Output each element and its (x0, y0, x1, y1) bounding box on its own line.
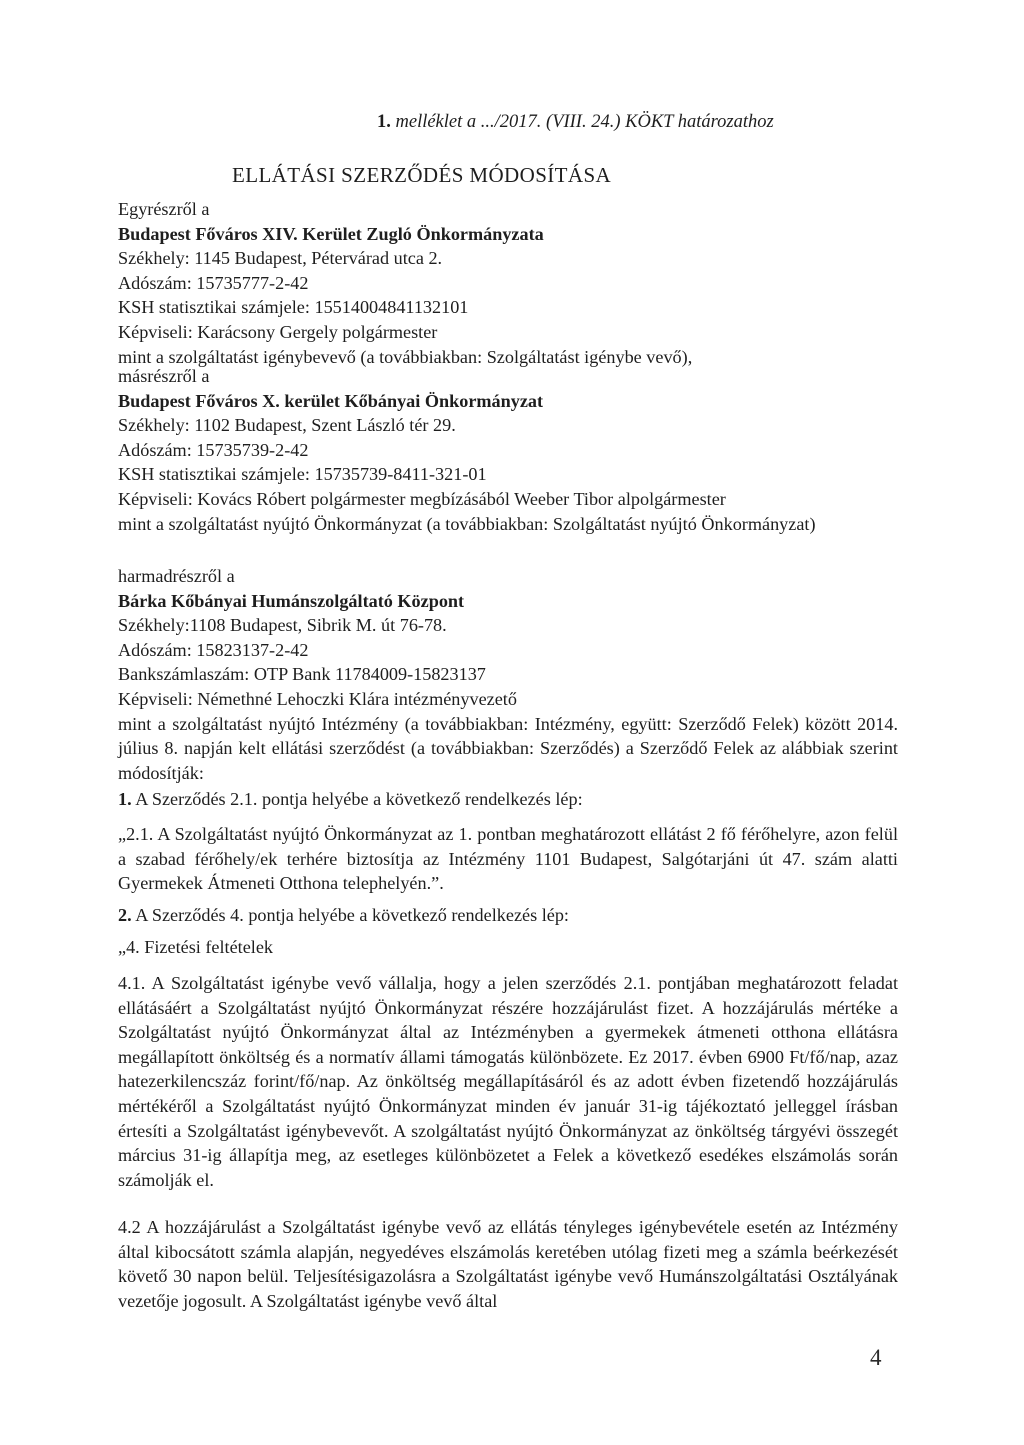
party1-role: mint a szolgáltatást igénybevevő (a továbbiakban: Szolgáltatást igénybe vevő), (118, 346, 693, 367)
page-number: 4 (870, 1345, 882, 1370)
annex-number: 1. (377, 112, 391, 132)
item1-heading (118, 787, 898, 812)
party1-seat: Székhely: 1145 Budapest, Pétervárad utca 2. (118, 248, 443, 269)
party1-tax: Adószám: 15735777-2-42 (118, 272, 309, 293)
party3-tax: Adószám: 15823137-2-42 (118, 639, 309, 660)
document-title: ELLÁTÁSI SZERZŐDÉS MÓDOSÍTÁSA (232, 163, 612, 187)
party1-ksh: KSH statisztikai számjele: 15514004841132101 (118, 297, 469, 318)
party1-block (118, 197, 898, 369)
party3-intro: harmadrészről a (118, 566, 235, 586)
item1-text: A Szerződés 2.1. pontja helyébe a következő rendelkezés lép: (135, 789, 583, 809)
party1-rep: Képviseli: Karácsony Gergely polgármester (118, 321, 438, 342)
item2-number: 2. (118, 905, 132, 925)
party2-name: Budapest Főváros X. kerület Kőbányai Önkormányzat (118, 390, 544, 411)
item2-heading (118, 903, 898, 928)
party2-ksh: KSH statisztikai számjele: 15735739-8411-321-01 (118, 464, 487, 485)
payment-terms-heading: „4. Fizetési feltételek (118, 937, 274, 957)
party1-intro: Egyrészről a (118, 199, 210, 219)
annex-reference (377, 110, 897, 135)
party2-tax: Adószám: 15735739-2-42 (118, 439, 309, 460)
party2-role: mint a szolgáltatást nyújtó Önkormányzat (a továbbiakban: Szolgáltatást nyújtó Önkormányzat) (118, 513, 816, 534)
party3-rep: Képviseli: Némethné Lehoczki Klára intézményvezető (118, 688, 517, 709)
party3-name: Bárka Kőbányai Humánszolgáltató Központ (118, 590, 465, 611)
paragraph-4-2: 4.2 A hozzájárulást a Szolgáltatást igénybe vevő az ellátás tényleges igénybevétele esetén az Intézmény által kibocsátott számla alapján, negyedéves elszámolás keretében utólag fizeti meg a számla beérkezését követő 30 napon belül. Teljesítésigazolásra a Szolgáltatást igénybe vevő Humánszolgáltatási Osztályának vezetője jogosult. A Szolgáltatást igénybe vevő által (118, 1217, 898, 1311)
party3-bank: Bankszámlaszám: OTP Bank 11784009-15823137 (118, 664, 486, 685)
party3-seat: Székhely:1108 Budapest, Sibrik M. út 76-78. (118, 615, 447, 636)
item1-body: „2.1. A Szolgáltatást nyújtó Önkormányzat az 1. pontban meghatározott ellátást 2 fő férőhelyre, azon felül a szabad férőhely/ek terhére biztosítja az Intézmény 1101 Budapest, Salgótarjáni út 47. szám alatti Gyermekek Átmeneti Otthona telephelyén.”. (118, 824, 898, 894)
item1-number: 1. (118, 789, 132, 809)
annex-text: melléklet a .../2017. (VIII. 24.) KÖKT határozathoz (395, 112, 774, 132)
party2-intro: másrészről a (118, 366, 210, 386)
party2-rep: Képviseli: Kovács Róbert polgármester megbízásából Weeber Tibor alpolgármester (118, 488, 726, 509)
party1-name: Budapest Főváros XIV. Kerület Zugló Önkormányzata (118, 223, 544, 244)
party3-role: mint a szolgáltatást nyújtó Intézmény (a továbbiakban: Intézmény, együtt: Szerződő Felek) között 2014. július 8. napján kelt ellátási szerződést (a továbbiakban: Szerződés) a Szerződő Felek az alábbiak szerint módosítják: (118, 713, 898, 783)
paragraph-4-1: 4.1. A Szolgáltatást igénybe vevő vállalja, hogy a jelen szerződés 2.1. pontjában meghatározott feladat ellátásáért a Szolgáltatást nyújtó Önkormányzat részére hozzájárulást fizet. A hozzájárulás mértéke a Szolgáltatást nyújtó Önkormányzat által az Intézményben a gyermekek átmeneti otthona ellátásra megállapított önköltség és a normatív állami támogatás különbözete. Ez 2017. évben 6900 Ft/fő/nap, azaz hatezerkilencszáz forint/fő/nap. Az önköltség megállapításáról és az adott évben fizetendő hozzájárulás mértékéről a Szolgáltatást nyújtó Önkormányzat minden év január 31-ig tájékoztató jelleggel írásban értesíti a Szolgáltatást igénybevevőt. A szolgáltatást nyújtó Önkormányzat az önköltség tárgyévi összegét március 31-ig állapítja meg, az esetleges különbözetet a Felek a következő esedékes elszámolás során számolják el. (118, 973, 898, 1190)
party3-block (118, 564, 898, 785)
item2-text: A Szerződés 4. pontja helyébe a következő rendelkezés lép: (135, 905, 569, 925)
party2-seat: Székhely: 1102 Budapest, Szent László tér 29. (118, 415, 456, 436)
party2-block (118, 364, 898, 536)
